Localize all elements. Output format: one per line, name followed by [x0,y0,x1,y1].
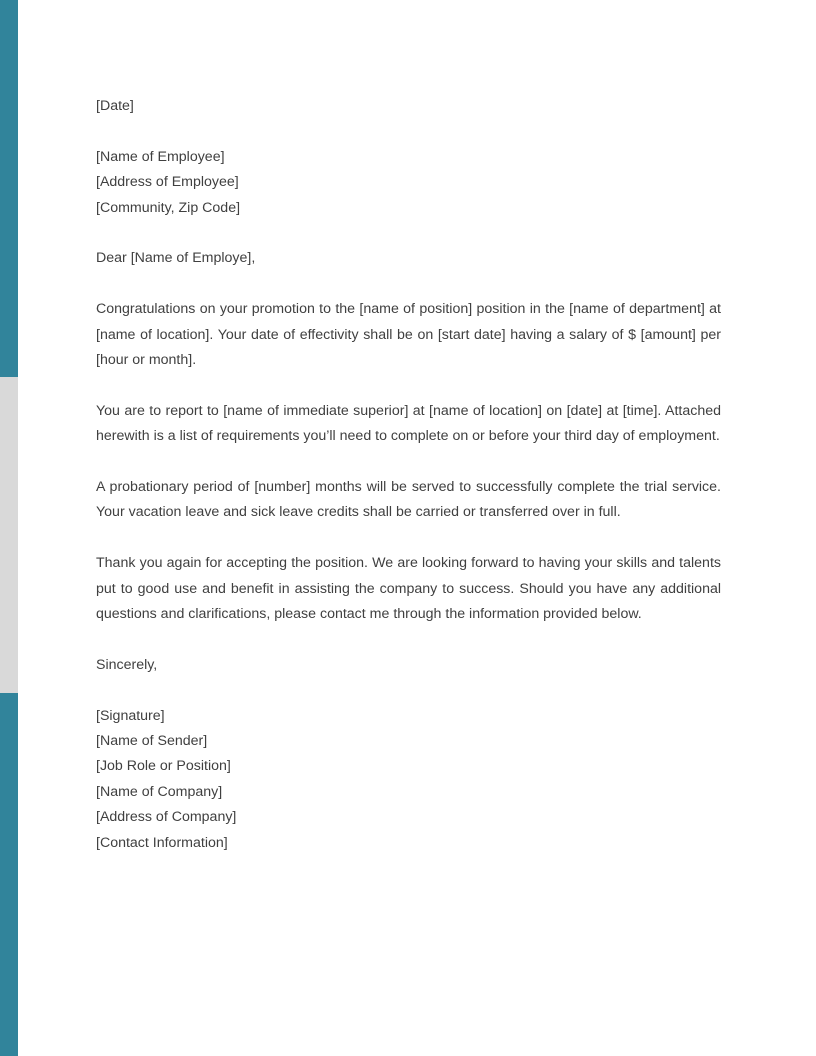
sidebar-accent-middle [0,377,18,693]
company-address: [Address of Company] [96,809,237,826]
sender-job-role: [Job Role or Position] [96,758,231,775]
sidebar-accent-bottom [0,693,18,1056]
recipient-block [96,145,721,221]
spacer [96,678,721,703]
spacer [96,450,721,475]
paragraph-promotion: Congratulations on your promotion to the [name of position] position in the [name of department] at [name of location]. Your date of effectivity shall be on [start date] having a salary of $ [amount] per [hour or month]. [96,301,721,369]
closing: Sincerely, [96,656,158,673]
recipient-name: [Name of Employee] [96,148,225,165]
paragraph-reporting: You are to report to [name of immediate superior] at [name of location] on [date] at [time]. Attached herewith is a list of requirements you’ll need to complete on or before your third day of employment. [96,402,721,445]
recipient-address: [Address of Employee] [96,174,239,191]
paragraph-probation: A probationary period of [number] months will be served to successfully complete the trial service. Your vacation leave and sick leave credits shall be carried or transferred over in full. [96,479,721,521]
spacer [96,221,721,246]
sender-name: [Name of Sender] [96,733,208,750]
spacer [96,627,721,652]
spacer [96,272,721,297]
letter-date: [Date] [96,98,134,114]
company-name: [Name of Company] [96,783,223,800]
signature-block [96,704,721,856]
contact-information: [Contact Information] [96,834,228,851]
sidebar-accent-top [0,0,18,377]
letter-body [96,94,721,856]
spacer [96,373,721,398]
paragraph-thanks: Thank you again for accepting the position. We are looking forward to having your skills and talents put to good use and benefit in assisting the company to success. Should you have any additional questions and clarifications, please contact me through the information provided below. [96,555,721,623]
recipient-community: [Community, Zip Code] [96,199,241,216]
salutation: Dear [Name of Employe], [96,250,256,267]
spacer [96,526,721,551]
spacer [96,119,721,144]
signature: [Signature] [96,707,165,724]
